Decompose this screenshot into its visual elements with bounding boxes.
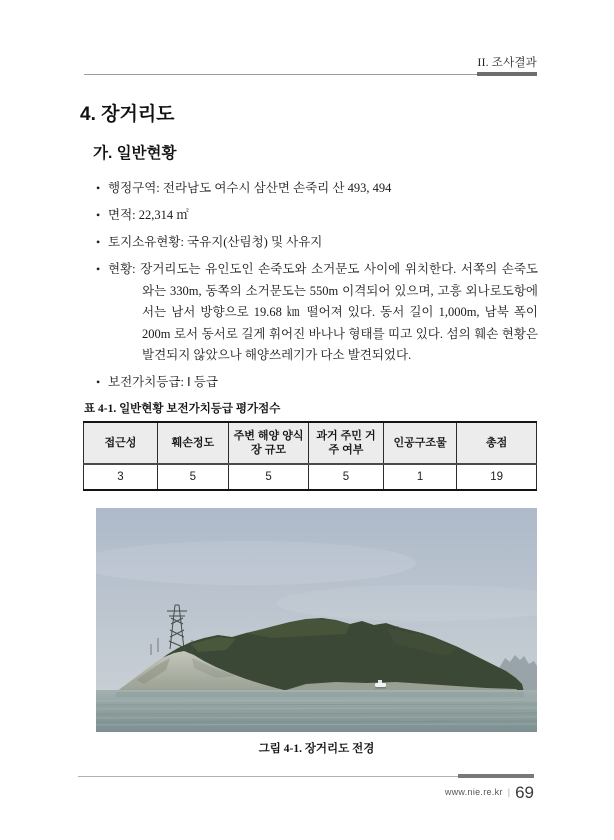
island-photo-art [96, 508, 537, 732]
table-value-row [84, 464, 537, 490]
col-header-accessibility: 접근성 [84, 422, 158, 464]
table-caption: 표 4-1. 일반현황 보전가치등급 평가점수 [84, 403, 281, 415]
section-subtitle: 가. 일반현황 [93, 145, 177, 162]
island-photo [96, 508, 537, 732]
page-number: 69 [515, 783, 534, 802]
list-item-ownership: • 토지소유현황: 국유지(산림청) 및 사유지 [142, 232, 538, 254]
value-residence: 5 [309, 464, 384, 490]
col-header-total: 총점 [457, 422, 537, 464]
list-item-district: • 행정구역: 전라남도 여수시 삼산면 손죽리 산 493, 494 [142, 178, 538, 200]
header-rule [84, 74, 537, 75]
value-total: 19 [457, 464, 537, 490]
footer-separator: | [507, 787, 511, 797]
value-damage: 5 [157, 464, 228, 490]
section-header-label: II. 조사결과 [477, 57, 537, 69]
footer-rule-accent [458, 774, 534, 778]
list-item-area: • 면적: 22,314 ㎡ [142, 205, 538, 227]
value-aquafarm: 5 [228, 464, 308, 490]
col-header-damage: 훼손정도 [157, 422, 228, 464]
col-header-residence: 과거 주민 거주 여부 [309, 422, 384, 464]
figure-caption: 그림 4-1. 장거리도 전경 [258, 743, 375, 755]
header-rule-accent [477, 72, 537, 76]
list-item-status: • 현황: 장거리도는 유인도인 손죽도와 소거문도 사이에 위치한다. 서쪽의 손죽도와는 330m, 동쪽의 소거문도는 550m 이격되어 있으며, 고흥 외나로도항에서는 남서 방향으로 19.68 ㎞ 떨어져 있다. 동서 길이 1,000m, 남북 폭이 200m 로서 동서로 길게 휘어진 바나나 형태를 띠고 있다. 섬의 훼손 현황은 발견되지 않았으나 해양쓰레기가 다소 발견되었다. [142, 259, 538, 367]
footer-site-url: www.nie.re.kr [444, 787, 503, 797]
footer [445, 783, 534, 803]
general-status-list [108, 178, 538, 399]
evaluation-score-table [83, 421, 537, 491]
value-accessibility: 3 [84, 464, 158, 490]
table-header-row [84, 422, 537, 464]
list-item-grade: • 보전가치등급: Ⅰ 등급 [142, 372, 538, 394]
footer-rule [78, 776, 534, 777]
page-title: 4. 장거리도 [80, 104, 175, 125]
col-header-aquafarm: 주변 해양 양식장 규모 [228, 422, 308, 464]
value-structures: 1 [383, 464, 456, 490]
col-header-structures: 인공구조물 [383, 422, 456, 464]
